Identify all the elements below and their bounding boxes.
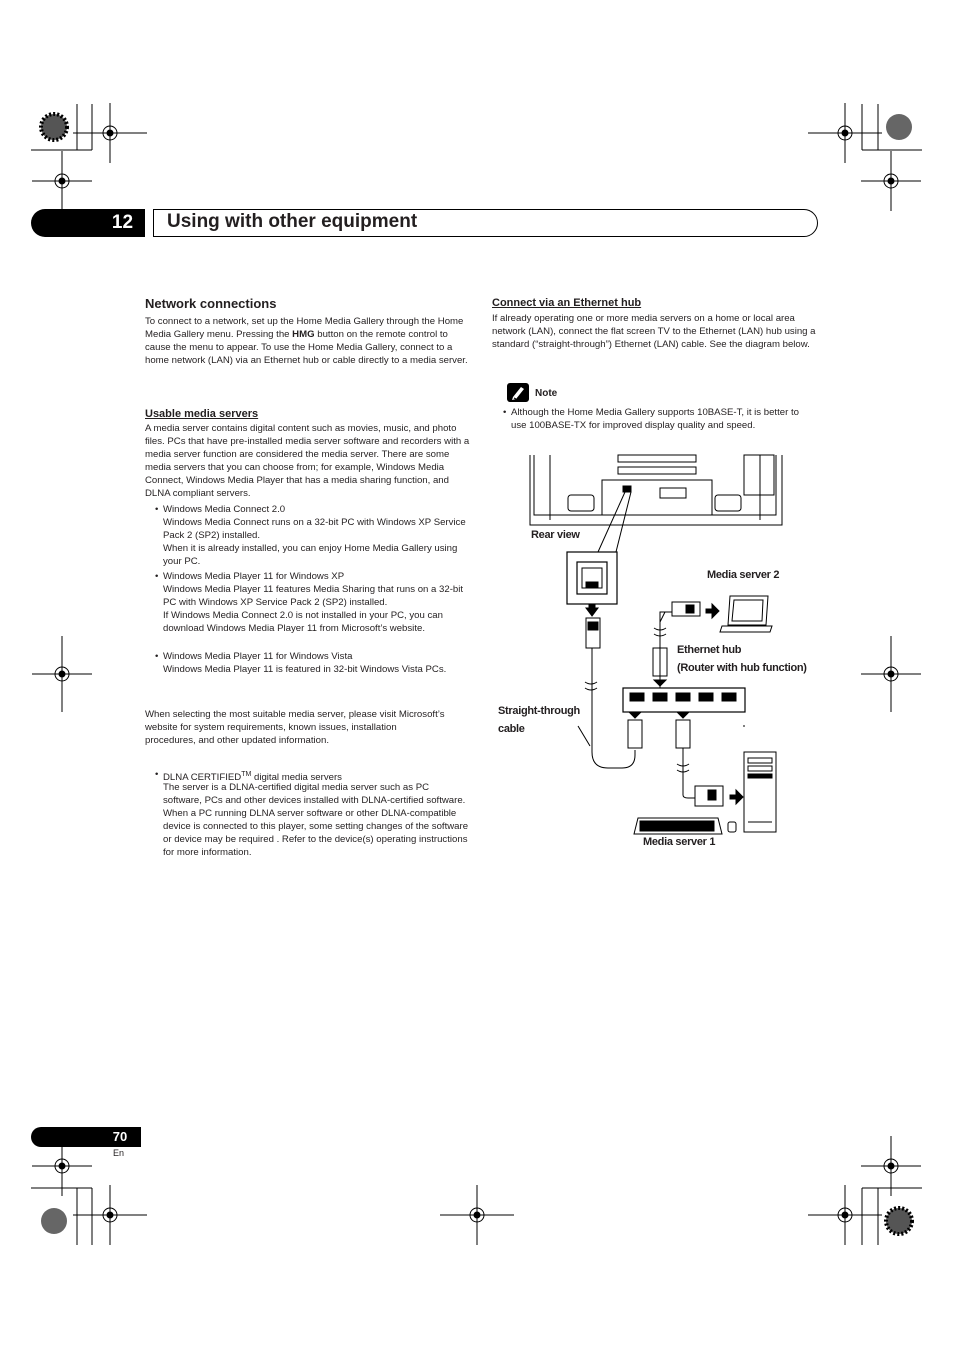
page-language: En [113,1148,125,1158]
ethernet-hub-label: Ethernet hub [677,644,742,656]
straight-through-label: Straight-through [498,705,580,717]
chapter-number: 12 [111,212,134,233]
note-label: Note [535,388,558,399]
hmg-button-label: HMG [292,328,315,340]
keyboard-icon [634,818,736,834]
laptop-icon [720,596,772,632]
selecting-server-body: When selecting the most suitable media server, please visit Microsoft’s website for system requirements, known issues, installation procedures, and other updated information. [145,709,445,746]
media-server-1-label: Media server 1 [643,836,716,848]
list-item-dlna: • DLNA CERTIFIED™ digital media servers [155,769,342,784]
router-label: (Router with hub function) [677,662,807,674]
list-item: • Windows Media Player 11 for Windows XP Windows Media Player 11 features Media Sharing that runs on a 32-bit PC with Windows XP Service Pack 2 (SP2) installed. If Windows Media Connect 2.0 is not installed in your PC, you can download Windows Media Player 11 from Microsoft’s website. [155,571,464,634]
network-connections-title: Network connections [145,296,277,311]
chapter-title: Using with other equipment [167,211,418,232]
rear-view-label: Rear view [531,529,580,541]
page-number: 70 [112,1129,128,1144]
connection-diagram [490,450,820,860]
usable-media-servers-body: A media server contains digital content such as movies, music, and photo files. PCs that have pre-installed media server software and recorders with a media server function are considered the media server. There are some media servers that you can choose from; for example, Windows Media Connect, Windows Media Player that has a media sharing function, and DLNA compliant servers. [145,423,470,499]
ethernet-hub-body: If already operating one or more media servers on a home or local area network (LAN), connect the flat screen TV to the Ethernet (LAN) hub using a standard (“straight-through”) Ethernet (LAN) cable. See the diagram below. [492,313,816,350]
note-pencil-icon [507,383,529,402]
list-item: • Windows Media Player 11 for Windows Vista Windows Media Player 11 is featured in 32-bit Windows Vista PCs. [155,651,447,675]
usable-media-servers-title: Usable media servers [145,408,259,420]
dlna-body: The server is a DLNA-certified digital media server such as PC software, PCs and other devices installed with DLNA-certified software. When a PC running DLNA server software or other DLNA-compatible device is connected to this player, some setting changes of the software or device may be required . Refer to the device(s) operating instructions for more information. [163,782,469,858]
tv-rear-panel [530,455,782,525]
cable-label: cable [498,723,525,735]
ethernet-hub-title: Connect via an Ethernet hub [492,297,642,309]
media-server-2-label: Media server 2 [707,569,780,581]
note-item: • Although the Home Media Gallery supports 10BASE-T, it is better to use 100BASE-TX for improved display quality and speed. [503,407,799,431]
network-connections-body: To connect to a network, set up the Home Media Gallery through the Home Media Gallery menu. Pressing the HMG button on the remote control to cause the menu to appear. To use the Home Media Gallery, connect to a home network (LAN) via an Ethernet hub or cable directly to a media server. [145,316,468,366]
pc-tower-icon [744,752,776,832]
list-item: • Windows Media Connect 2.0 Windows Media Connect runs on a 32-bit PC with Windows XP Service Pack 2 (SP2) installed. When it is already installed, you can enjoy Home Media Gallery using your PC. [155,504,466,567]
